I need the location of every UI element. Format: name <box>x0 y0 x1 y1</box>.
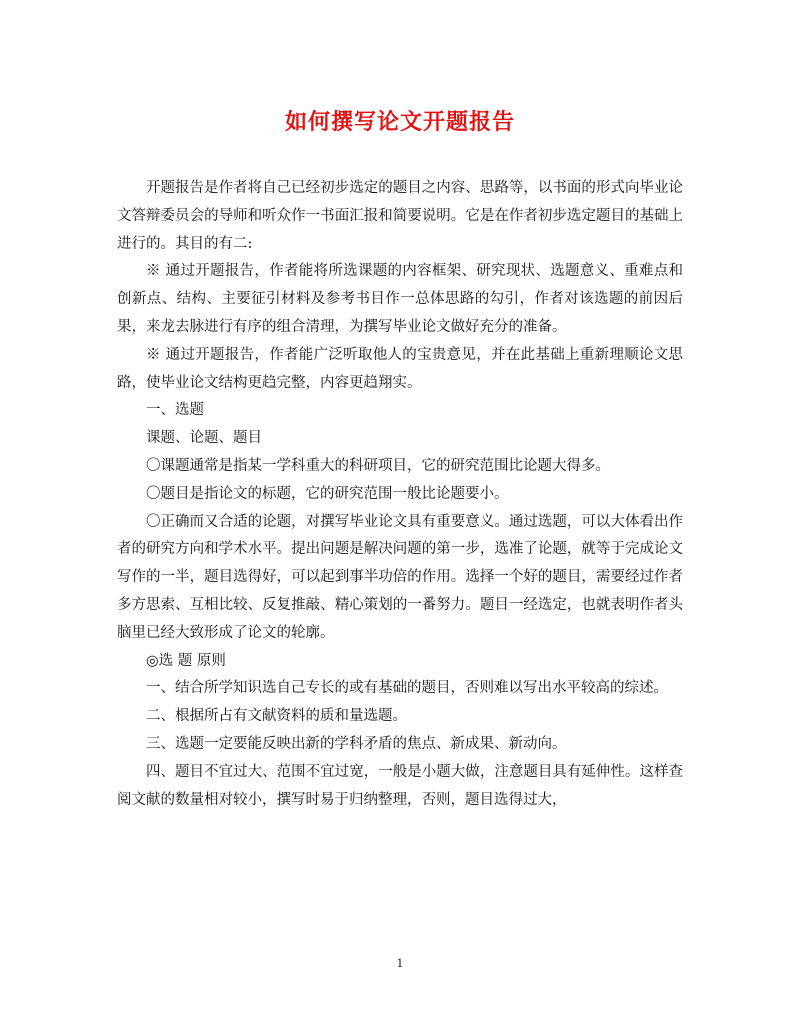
section-heading-topic-selection: 一、选题 <box>146 402 204 419</box>
paragraph-purpose-two: ※ 通过开题报告，作者能广泛听取他人的宝贵意见，并在此基础上重新理顺论文思路，使毕业论文结构更趋完整，内容更趋翔实。 <box>117 346 683 391</box>
paragraph-purpose-one: ※ 通过开题报告，作者能将所选课题的内容框架、研究现状、选题意义、重难点和创新点、结构、主要征引材料及参考书目作一总体思路的勾引，作者对该选题的前因后果，来龙去脉进行有序的组合清理，为撰写毕业论文做好充分的准备。 <box>117 263 683 335</box>
subheading-selection-principles: ◎选 题 原则 <box>146 652 226 669</box>
principle-three: 三、选题一定要能反映出新的学科矛盾的焦点、新成果、新动向。 <box>146 735 567 752</box>
document-body <box>117 175 683 814</box>
paragraph-intro: 开题报告是作者将自己已经初步选定的题目之内容、思路等，以书面的形式向毕业论文答辩委员会的导师和听众作一书面汇报和简要说明。它是在作者初步选定题目的基础上进行的。其目的有二: <box>117 180 683 252</box>
document-title: 如何撰写论文开题报告 <box>284 109 515 135</box>
paragraph-title-definition: 〇题目是指论文的标题，它的研究范围一般比论题要小。 <box>146 485 509 502</box>
principle-four: 四、题目不宜过大、范围不宜过宽，一般是小题大做，注意题目具有延伸性。这样查阅文献的数量相对较小，撰写时易于归纳整理，否则，题目选得过大， <box>117 763 683 808</box>
paragraph-subject-definition: 〇课题通常是指某一学科重大的科研项目，它的研究范围比论题大得多。 <box>146 457 610 474</box>
paragraph-topic-importance: 〇正确而又合适的论题，对撰写毕业论文具有重要意义。通过选题，可以大体看出作者的研究方向和学术水平。提出问题是解决问题的第一步，选准了论题，就等于完成论文写作的一半，题目选得好，可以起到事半功倍的作用。选择一个好的题目，需要经过作者多方思索、互相比较、反复推敲、精心策划的一番努力。题目一经选定，也就表明作者头脑里已经大致形成了论文的轮廓。 <box>117 513 683 641</box>
page-number: 1 <box>396 957 404 970</box>
subheading-topic-terms: 课题、论题、题目 <box>146 430 262 447</box>
principle-one: 一、结合所学知识选自己专长的或有基础的题目，否则难以写出水平较高的综述。 <box>146 680 668 697</box>
principle-two: 二、根据所占有文献资料的质和量选题。 <box>146 708 407 725</box>
